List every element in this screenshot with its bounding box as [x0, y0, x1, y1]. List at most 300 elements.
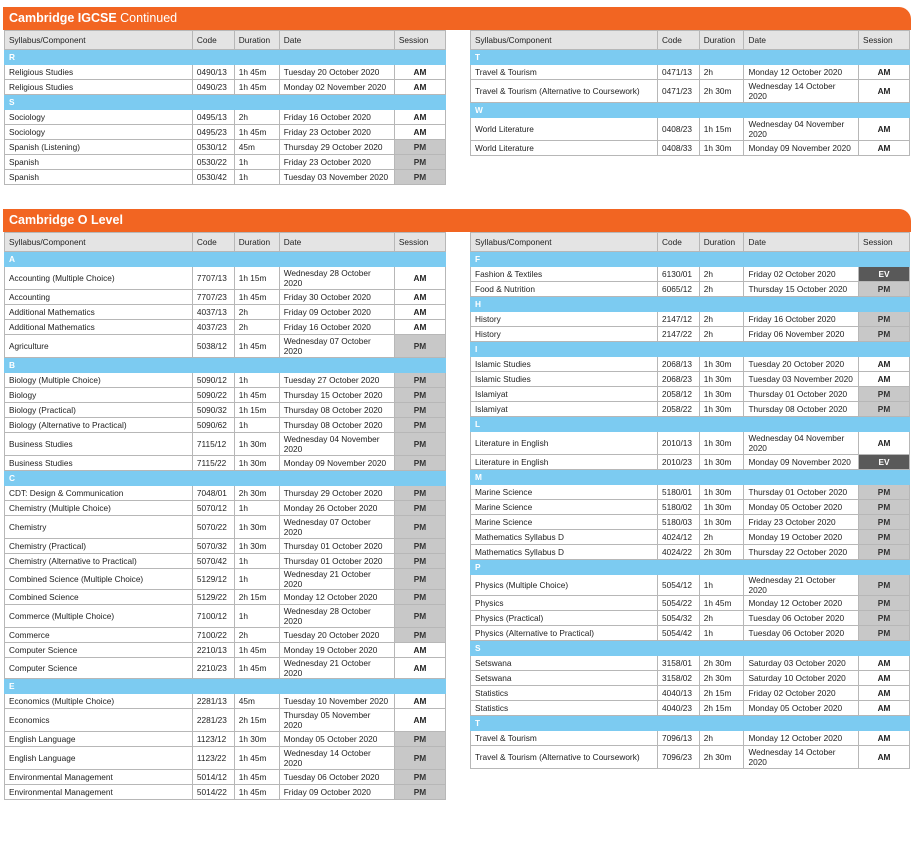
table-row [471, 686, 910, 701]
code-cell: 2010/13 [658, 432, 700, 455]
session-cell: AM [859, 65, 910, 80]
table-row [5, 290, 446, 305]
letter-label: L [471, 417, 910, 432]
column-header-syllabus: Syllabus/Component [471, 31, 658, 50]
table-row [5, 433, 446, 456]
duration-cell: 2h 30m [699, 746, 744, 769]
duration-cell: 1h 45m [234, 80, 279, 95]
code-cell: 2058/22 [658, 402, 700, 417]
session-cell: PM [859, 596, 910, 611]
syllabus-cell: Fashion & Textiles [471, 267, 658, 282]
code-cell: 2147/12 [658, 312, 700, 327]
syllabus-cell: Mathematics Syllabus D [471, 545, 658, 560]
code-cell: 5129/22 [192, 590, 234, 605]
code-cell: 4024/12 [658, 530, 700, 545]
syllabus-cell: Computer Science [5, 658, 193, 679]
column-header-date: Date [744, 31, 859, 50]
table-row [5, 732, 446, 747]
session-cell: PM [394, 155, 445, 170]
syllabus-cell: Economics (Multiple Choice) [5, 694, 193, 709]
session-cell: AM [859, 372, 910, 387]
code-cell: 0490/23 [192, 80, 234, 95]
duration-cell: 1h 30m [234, 516, 279, 539]
syllabus-cell: History [471, 312, 658, 327]
date-cell: Wednesday 07 October 2020 [279, 335, 394, 358]
duration-cell: 1h [234, 155, 279, 170]
syllabus-cell: Biology [5, 388, 193, 403]
letter-divider [471, 417, 910, 432]
table-row [471, 402, 910, 417]
syllabus-cell: Islamic Studies [471, 372, 658, 387]
date-cell: Thursday 15 October 2020 [279, 388, 394, 403]
syllabus-cell: Chemistry [5, 516, 193, 539]
code-cell: 2281/23 [192, 709, 234, 732]
syllabus-cell: Physics [471, 596, 658, 611]
date-cell: Monday 19 October 2020 [279, 643, 394, 658]
table-row [5, 373, 446, 388]
syllabus-cell: English Language [5, 732, 193, 747]
table-row [471, 746, 910, 769]
date-cell: Tuesday 20 October 2020 [279, 628, 394, 643]
code-cell: 3158/02 [658, 671, 700, 686]
duration-cell: 2h 30m [699, 656, 744, 671]
date-cell: Thursday 08 October 2020 [744, 402, 859, 417]
duration-cell: 1h 30m [699, 387, 744, 402]
table-header-row [5, 233, 446, 252]
table-row [471, 141, 910, 156]
duration-cell: 2h 15m [234, 709, 279, 732]
duration-cell: 1h [234, 605, 279, 628]
session-cell: PM [859, 611, 910, 626]
syllabus-cell: Chemistry (Multiple Choice) [5, 501, 193, 516]
date-cell: Friday 23 October 2020 [279, 125, 394, 140]
duration-cell: 1h 45m [234, 388, 279, 403]
code-cell: 0471/23 [658, 80, 700, 103]
duration-cell: 1h 15m [699, 118, 744, 141]
table-row [471, 65, 910, 80]
syllabus-cell: Islamiyat [471, 402, 658, 417]
code-cell: 2281/13 [192, 694, 234, 709]
letter-label: T [471, 50, 910, 65]
syllabus-cell: Setswana [471, 671, 658, 686]
session-cell: PM [394, 501, 445, 516]
code-cell: 6065/12 [658, 282, 700, 297]
code-cell: 4024/22 [658, 545, 700, 560]
syllabus-cell: Statistics [471, 686, 658, 701]
table-row [5, 516, 446, 539]
code-cell: 4037/23 [192, 320, 234, 335]
syllabus-cell: Marine Science [471, 500, 658, 515]
syllabus-cell: Spanish [5, 155, 193, 170]
session-cell: AM [394, 709, 445, 732]
table-row [471, 80, 910, 103]
session-cell: PM [394, 628, 445, 643]
date-cell: Thursday 29 October 2020 [279, 486, 394, 501]
code-cell: 5070/32 [192, 539, 234, 554]
duration-cell: 1h 45m [234, 747, 279, 770]
duration-cell: 1h 15m [234, 267, 279, 290]
duration-cell: 1h [234, 501, 279, 516]
table-row [5, 605, 446, 628]
letter-label: B [5, 358, 446, 373]
code-cell: 5054/22 [658, 596, 700, 611]
duration-cell: 2h [234, 320, 279, 335]
table-row [5, 125, 446, 140]
table-row [5, 110, 446, 125]
duration-cell: 1h 30m [699, 432, 744, 455]
duration-cell: 2h [699, 267, 744, 282]
session-cell: AM [859, 686, 910, 701]
table-header-row [471, 233, 910, 252]
letter-label: W [471, 103, 910, 118]
code-cell: 5014/12 [192, 770, 234, 785]
date-cell: Thursday 08 October 2020 [279, 403, 394, 418]
duration-cell: 1h 30m [699, 372, 744, 387]
column-header-code: Code [192, 31, 234, 50]
date-cell: Monday 05 October 2020 [744, 701, 859, 716]
letter-divider [471, 103, 910, 118]
table-row [471, 656, 910, 671]
syllabus-cell: Religious Studies [5, 80, 193, 95]
column-header-duration: Duration [234, 233, 279, 252]
session-cell: AM [859, 141, 910, 156]
date-cell: Thursday 05 November 2020 [279, 709, 394, 732]
session-cell: PM [394, 732, 445, 747]
table-row [471, 596, 910, 611]
duration-cell: 2h [234, 110, 279, 125]
date-cell: Tuesday 06 October 2020 [744, 626, 859, 641]
code-cell: 5070/22 [192, 516, 234, 539]
letter-label: S [5, 95, 446, 110]
session-cell: AM [394, 267, 445, 290]
syllabus-cell: Physics (Practical) [471, 611, 658, 626]
column-header-duration: Duration [699, 233, 744, 252]
duration-cell: 1h 30m [699, 455, 744, 470]
duration-cell: 2h 30m [699, 545, 744, 560]
duration-cell: 45m [234, 140, 279, 155]
session-cell: AM [859, 118, 910, 141]
code-cell: 2147/22 [658, 327, 700, 342]
letter-label: P [471, 560, 910, 575]
syllabus-cell: Islamic Studies [471, 357, 658, 372]
syllabus-cell: Literature in English [471, 432, 658, 455]
duration-cell: 1h 15m [234, 403, 279, 418]
syllabus-cell: Commerce (Multiple Choice) [5, 605, 193, 628]
syllabus-cell: Travel & Tourism (Alternative to Coursework) [471, 80, 658, 103]
syllabus-cell: Physics (Multiple Choice) [471, 575, 658, 596]
code-cell: 1123/22 [192, 747, 234, 770]
table-row [5, 403, 446, 418]
table-row [5, 320, 446, 335]
code-cell: 5180/02 [658, 500, 700, 515]
table-row [471, 387, 910, 402]
session-cell: AM [394, 125, 445, 140]
syllabus-cell: Accounting [5, 290, 193, 305]
session-cell: PM [394, 785, 445, 800]
code-cell: 0530/22 [192, 155, 234, 170]
table-row [5, 486, 446, 501]
date-cell: Friday 23 October 2020 [279, 155, 394, 170]
duration-cell: 2h 30m [234, 486, 279, 501]
duration-cell: 2h 15m [699, 686, 744, 701]
date-cell: Saturday 10 October 2020 [744, 671, 859, 686]
code-cell: 5129/12 [192, 569, 234, 590]
date-cell: Monday 05 October 2020 [744, 500, 859, 515]
date-cell: Wednesday 04 November 2020 [279, 433, 394, 456]
table-row [5, 785, 446, 800]
letter-label: I [471, 342, 910, 357]
code-cell: 0495/23 [192, 125, 234, 140]
date-cell: Tuesday 27 October 2020 [279, 373, 394, 388]
table-row [5, 643, 446, 658]
syllabus-cell: Computer Science [5, 643, 193, 658]
date-cell: Thursday 08 October 2020 [279, 418, 394, 433]
column-header-session: Session [394, 31, 445, 50]
duration-cell: 1h 30m [699, 485, 744, 500]
letter-divider [471, 297, 910, 312]
session-cell: AM [394, 110, 445, 125]
date-cell: Thursday 15 October 2020 [744, 282, 859, 297]
column-header-duration: Duration [234, 31, 279, 50]
date-cell: Friday 16 October 2020 [744, 312, 859, 327]
table-row [471, 701, 910, 716]
code-cell: 2068/23 [658, 372, 700, 387]
table-row [5, 628, 446, 643]
session-cell: AM [394, 305, 445, 320]
table-row [5, 267, 446, 290]
table-row [5, 305, 446, 320]
table-row [5, 539, 446, 554]
syllabus-cell: Sociology [5, 125, 193, 140]
column-header-syllabus: Syllabus/Component [5, 31, 193, 50]
table-row [471, 485, 910, 500]
duration-cell: 1h 45m [699, 596, 744, 611]
session-cell: AM [394, 65, 445, 80]
table-row [471, 515, 910, 530]
duration-cell: 2h 30m [699, 671, 744, 686]
date-cell: Monday 12 October 2020 [744, 596, 859, 611]
date-cell: Wednesday 14 October 2020 [279, 747, 394, 770]
duration-cell: 1h 45m [234, 770, 279, 785]
date-cell: Tuesday 20 October 2020 [744, 357, 859, 372]
session-cell: PM [859, 626, 910, 641]
syllabus-cell: English Language [5, 747, 193, 770]
table-row [471, 267, 910, 282]
syllabus-cell: Environmental Management [5, 785, 193, 800]
duration-cell: 1h 30m [234, 433, 279, 456]
letter-divider [5, 252, 446, 267]
session-cell: PM [859, 402, 910, 417]
session-cell: PM [394, 539, 445, 554]
syllabus-cell: Religious Studies [5, 65, 193, 80]
letter-divider [5, 471, 446, 486]
date-cell: Wednesday 28 October 2020 [279, 605, 394, 628]
syllabus-cell: Travel & Tourism [471, 731, 658, 746]
code-cell: 2010/23 [658, 455, 700, 470]
letter-label: A [5, 252, 446, 267]
table-row [471, 327, 910, 342]
table-row [5, 418, 446, 433]
code-cell: 0408/33 [658, 141, 700, 156]
date-cell: Tuesday 03 November 2020 [744, 372, 859, 387]
table-row [471, 671, 910, 686]
date-cell: Friday 09 October 2020 [279, 785, 394, 800]
code-cell: 7100/12 [192, 605, 234, 628]
duration-cell: 1h 45m [234, 335, 279, 358]
session-cell: PM [859, 327, 910, 342]
table-row [5, 155, 446, 170]
date-cell: Thursday 01 October 2020 [279, 554, 394, 569]
session-cell: PM [394, 747, 445, 770]
duration-cell: 1h 30m [699, 402, 744, 417]
session-cell: PM [394, 554, 445, 569]
code-cell: 5090/32 [192, 403, 234, 418]
syllabus-cell: Combined Science (Multiple Choice) [5, 569, 193, 590]
table-row [471, 282, 910, 297]
code-cell: 7707/13 [192, 267, 234, 290]
syllabus-cell: World Literature [471, 118, 658, 141]
table-row [5, 456, 446, 471]
column-header-date: Date [279, 31, 394, 50]
duration-cell: 45m [234, 694, 279, 709]
letter-divider [471, 470, 910, 485]
code-cell: 0530/42 [192, 170, 234, 185]
duration-cell: 1h 30m [699, 141, 744, 156]
code-cell: 4040/13 [658, 686, 700, 701]
letter-divider [471, 716, 910, 731]
duration-cell: 2h [699, 65, 744, 80]
table-header-row [5, 31, 446, 50]
session-cell: PM [859, 387, 910, 402]
duration-cell: 2h [699, 731, 744, 746]
column-header-date: Date [279, 233, 394, 252]
duration-cell: 1h 45m [234, 290, 279, 305]
igcse-title: Cambridge IGCSE [9, 11, 117, 25]
table-row [5, 770, 446, 785]
syllabus-cell: Islamiyat [471, 387, 658, 402]
duration-cell: 1h 30m [234, 456, 279, 471]
code-cell: 6130/01 [658, 267, 700, 282]
date-cell: Friday 23 October 2020 [744, 515, 859, 530]
code-cell: 7096/13 [658, 731, 700, 746]
olevel-title: Cambridge O Level [9, 213, 123, 227]
duration-cell: 2h 30m [699, 80, 744, 103]
session-cell: PM [394, 140, 445, 155]
session-cell: AM [394, 320, 445, 335]
duration-cell: 2h [234, 628, 279, 643]
code-cell: 3158/01 [658, 656, 700, 671]
date-cell: Friday 02 October 2020 [744, 686, 859, 701]
table-row [471, 611, 910, 626]
syllabus-cell: Environmental Management [5, 770, 193, 785]
duration-cell: 1h 30m [699, 357, 744, 372]
duration-cell: 2h [234, 305, 279, 320]
table-row [471, 455, 910, 470]
date-cell: Wednesday 07 October 2020 [279, 516, 394, 539]
session-cell: AM [859, 746, 910, 769]
code-cell: 7707/23 [192, 290, 234, 305]
table-row [5, 590, 446, 605]
duration-cell: 1h 30m [234, 539, 279, 554]
column-header-code: Code [658, 233, 700, 252]
date-cell: Tuesday 06 October 2020 [279, 770, 394, 785]
duration-cell: 1h [234, 569, 279, 590]
letter-divider [5, 95, 446, 110]
code-cell: 4040/23 [658, 701, 700, 716]
date-cell: Wednesday 14 October 2020 [744, 746, 859, 769]
session-cell: AM [394, 643, 445, 658]
session-cell: AM [859, 357, 910, 372]
date-cell: Saturday 03 October 2020 [744, 656, 859, 671]
table-row [471, 372, 910, 387]
column-header-duration: Duration [699, 31, 744, 50]
syllabus-cell: Accounting (Multiple Choice) [5, 267, 193, 290]
session-cell: EV [859, 455, 910, 470]
syllabus-cell: Commerce [5, 628, 193, 643]
session-cell: PM [394, 388, 445, 403]
syllabus-cell: Food & Nutrition [471, 282, 658, 297]
session-cell: PM [394, 418, 445, 433]
table-header-row [471, 31, 910, 50]
duration-cell: 2h [699, 530, 744, 545]
session-cell: PM [859, 485, 910, 500]
code-cell: 5090/12 [192, 373, 234, 388]
table-row [471, 731, 910, 746]
duration-cell: 2h [699, 327, 744, 342]
code-cell: 5180/03 [658, 515, 700, 530]
table-row [5, 140, 446, 155]
syllabus-cell: Marine Science [471, 515, 658, 530]
table-row [5, 80, 446, 95]
code-cell: 5090/62 [192, 418, 234, 433]
syllabus-cell: Literature in English [471, 455, 658, 470]
code-cell: 7096/23 [658, 746, 700, 769]
letter-divider [471, 560, 910, 575]
session-cell: AM [394, 80, 445, 95]
session-cell: PM [859, 545, 910, 560]
letter-label: T [471, 716, 910, 731]
letter-divider [471, 50, 910, 65]
table-row [5, 694, 446, 709]
date-cell: Thursday 01 October 2020 [744, 485, 859, 500]
syllabus-cell: Travel & Tourism [471, 65, 658, 80]
session-cell: PM [394, 590, 445, 605]
date-cell: Friday 06 November 2020 [744, 327, 859, 342]
duration-cell: 1h 45m [234, 65, 279, 80]
session-cell: PM [859, 530, 910, 545]
date-cell: Thursday 29 October 2020 [279, 140, 394, 155]
date-cell: Monday 05 October 2020 [279, 732, 394, 747]
column-header-syllabus: Syllabus/Component [5, 233, 193, 252]
session-cell: AM [859, 731, 910, 746]
code-cell: 7048/01 [192, 486, 234, 501]
duration-cell: 1h 45m [234, 125, 279, 140]
table-row [471, 626, 910, 641]
duration-cell: 1h [234, 373, 279, 388]
date-cell: Friday 16 October 2020 [279, 110, 394, 125]
code-cell: 5070/12 [192, 501, 234, 516]
table-row [5, 501, 446, 516]
session-cell: PM [394, 605, 445, 628]
column-header-session: Session [394, 233, 445, 252]
syllabus-cell: Physics (Alternative to Practical) [471, 626, 658, 641]
table-row [5, 747, 446, 770]
syllabus-cell: Spanish (Listening) [5, 140, 193, 155]
session-cell: PM [394, 456, 445, 471]
duration-cell: 1h [234, 170, 279, 185]
date-cell: Tuesday 20 October 2020 [279, 65, 394, 80]
column-header-date: Date [744, 233, 859, 252]
